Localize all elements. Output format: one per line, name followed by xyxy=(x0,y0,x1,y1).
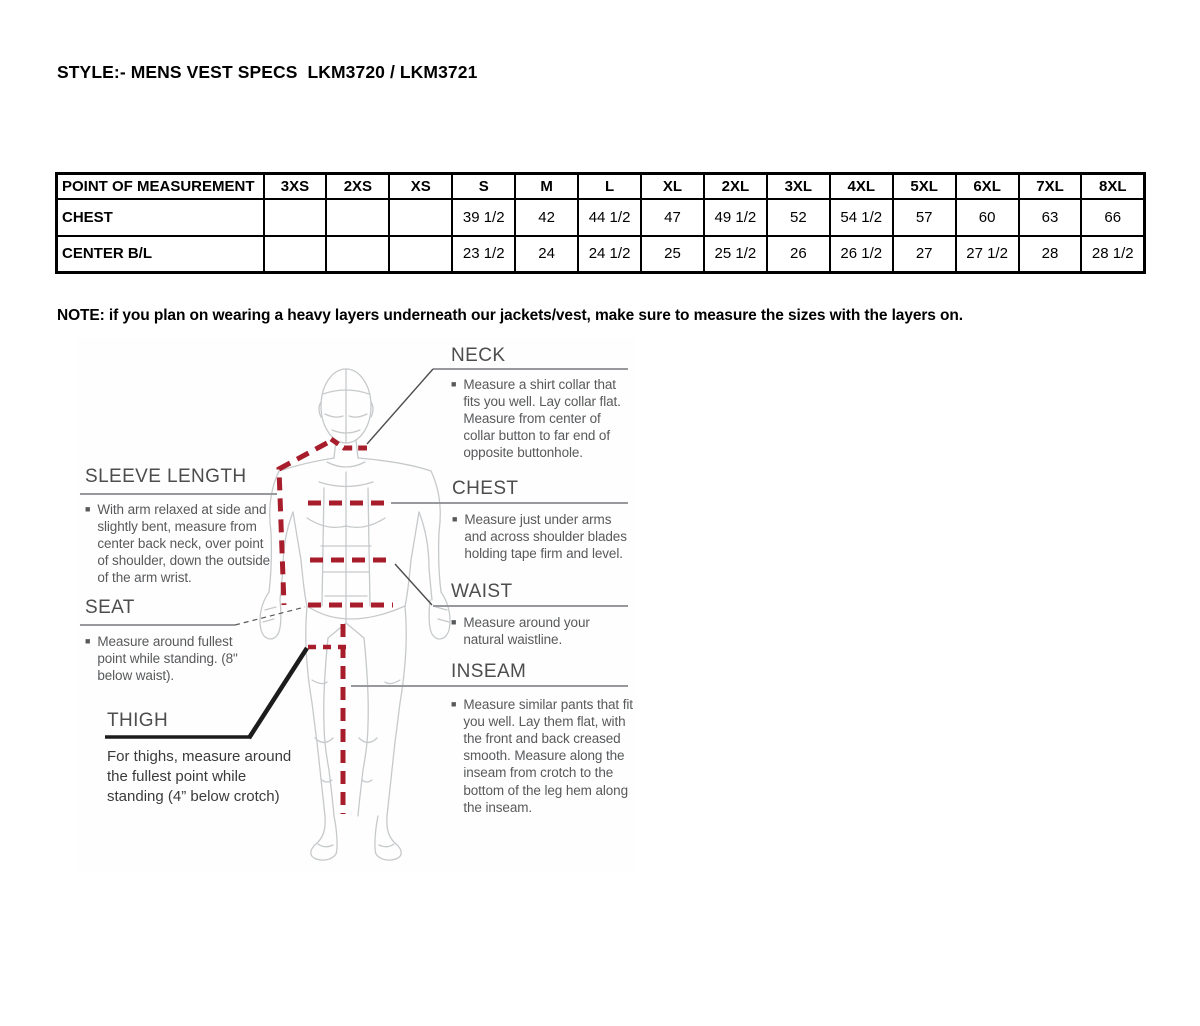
measurement-cell xyxy=(326,199,389,236)
column-header: XL xyxy=(641,174,704,199)
bullet-icon: ■ xyxy=(451,698,457,709)
measurement-cell xyxy=(264,236,327,273)
measurement-cell: 60 xyxy=(956,199,1019,236)
row-label: CENTER B/L xyxy=(57,236,264,273)
column-header: 3XL xyxy=(767,174,830,199)
sleeve-length-heading: SLEEVE LENGTH xyxy=(85,466,247,487)
section-seat xyxy=(85,597,259,684)
measurement-cell xyxy=(389,236,452,273)
bullet-icon: ■ xyxy=(451,616,457,627)
neck-connector-line xyxy=(367,369,433,444)
measurement-cell: 25 1/2 xyxy=(704,236,767,273)
chest-description: Measure just under arms and across shoulder blades holding tape firm and level. xyxy=(464,511,627,562)
measurement-cell: 39 1/2 xyxy=(452,199,515,236)
bullet-icon: ■ xyxy=(451,378,457,389)
column-header: 6XL xyxy=(956,174,1019,199)
column-header: POINT OF MEASUREMENT xyxy=(57,174,264,199)
section-chest xyxy=(452,478,636,562)
measurement-cell: 44 1/2 xyxy=(578,199,641,236)
measurement-cell: 49 1/2 xyxy=(704,199,767,236)
measurement-cell: 25 xyxy=(641,236,704,273)
seat-description: Measure around fullest point while standing. (8" below waist). xyxy=(97,633,238,684)
table-row xyxy=(57,236,1145,273)
section-waist xyxy=(451,581,623,648)
page-title: STYLE:- MENS VEST SPECS LKM3720 / LKM3721 xyxy=(57,62,478,82)
table-header-row xyxy=(57,174,1145,199)
neck-measure-line xyxy=(331,439,367,448)
thigh-description: For thighs, measure around the fullest point while standing (4” below crotch) xyxy=(107,747,292,806)
thigh-heading: THIGH xyxy=(107,710,169,731)
bullet-icon: ■ xyxy=(85,503,91,514)
column-header: 2XS xyxy=(326,174,389,199)
section-inseam xyxy=(451,661,639,816)
chest-heading: CHEST xyxy=(452,478,519,499)
section-sleeve-length xyxy=(85,466,273,587)
seat-heading: SEAT xyxy=(85,597,135,618)
column-header: 3XS xyxy=(264,174,327,199)
sleeve-length-description: With arm relaxed at side and slightly bent, measure from center back neck, over point of shoulder, down the outside of the arm wrist. xyxy=(97,501,271,586)
measurement-cell xyxy=(389,199,452,236)
inseam-heading: INSEAM xyxy=(451,661,527,682)
size-spec-table-wrap xyxy=(55,172,1146,274)
measurement-cell: 28 xyxy=(1019,236,1082,273)
neck-description: Measure a shirt collar that fits you well. Lay collar flat. Measure from center of collar button to far end of opposite buttonhole. xyxy=(463,376,621,461)
section-thigh xyxy=(107,710,299,808)
measurement-cell: 66 xyxy=(1081,199,1144,236)
measurement-cell: 28 1/2 xyxy=(1081,236,1144,273)
measurement-cell: 26 1/2 xyxy=(830,236,893,273)
measurement-cell: 42 xyxy=(515,199,578,236)
column-header: XS xyxy=(389,174,452,199)
measurement-cell: 52 xyxy=(767,199,830,236)
row-label: CHEST xyxy=(57,199,264,236)
inseam-description: Measure similar pants that fit you well. Lay them flat, with the front and back creased smooth. Measure along the inseam from crotch to the bottom of the leg hem along the inseam. xyxy=(463,696,633,815)
column-header: S xyxy=(452,174,515,199)
waist-connector-line xyxy=(395,564,432,605)
measurement-cell: 23 1/2 xyxy=(452,236,515,273)
column-header: L xyxy=(578,174,641,199)
waist-description: Measure around your natural waistline. xyxy=(463,614,590,647)
measurement-cell: 24 xyxy=(515,236,578,273)
column-header: M xyxy=(515,174,578,199)
measurement-cell: 24 1/2 xyxy=(578,236,641,273)
table-row xyxy=(57,199,1145,236)
column-header: 2XL xyxy=(704,174,767,199)
measurement-cell: 47 xyxy=(641,199,704,236)
column-header: 8XL xyxy=(1081,174,1144,199)
measurement-diagram xyxy=(75,338,637,872)
measurement-cell: 27 1/2 xyxy=(956,236,1019,273)
neck-heading: NECK xyxy=(451,345,506,366)
note-text: NOTE: if you plan on wearing a heavy layers underneath our jackets/vest, make sure to measure the sizes with the layers on. xyxy=(57,307,963,324)
column-header: 5XL xyxy=(893,174,956,199)
bullet-icon: ■ xyxy=(85,635,91,646)
column-header: 7XL xyxy=(1019,174,1082,199)
waist-heading: WAIST xyxy=(451,581,513,602)
measurement-cell: 57 xyxy=(893,199,956,236)
measurement-cell: 27 xyxy=(893,236,956,273)
section-neck xyxy=(451,345,635,462)
measurement-cell: 26 xyxy=(767,236,830,273)
column-header: 4XL xyxy=(830,174,893,199)
measurement-cell: 63 xyxy=(1019,199,1082,236)
measurement-cell: 54 1/2 xyxy=(830,199,893,236)
measurement-cell xyxy=(326,236,389,273)
bullet-icon: ■ xyxy=(452,513,458,524)
measurement-cell xyxy=(264,199,327,236)
size-spec-table xyxy=(55,172,1146,274)
